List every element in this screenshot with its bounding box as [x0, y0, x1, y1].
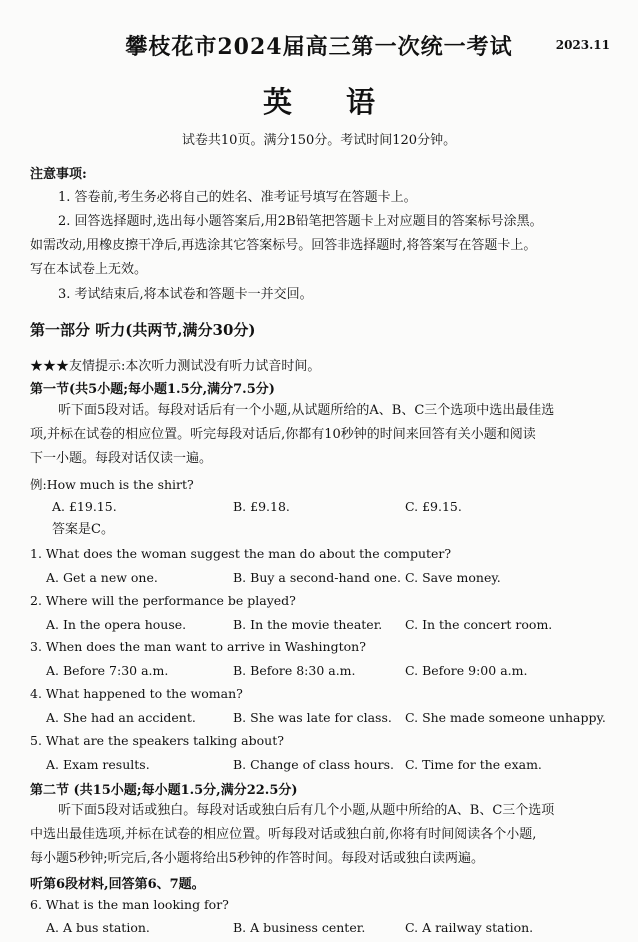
section2-instr-line-1: 听下面5段对话或独白。每段对话或独白后有几个小题,从题中所给的A、B、C三个选项 [58, 803, 555, 818]
part1-heading: 第一部分 听力(共两节,满分30分) [30, 321, 256, 339]
q3-option-b: B. Before 8:30 a.m. [233, 663, 356, 678]
example-answer: 答案是C。 [52, 522, 114, 537]
example-option-a: A. £19.15. [52, 499, 117, 514]
q4-option-c: C. She made someone unhappy. [405, 710, 606, 725]
notice-item-2-line-2: 如需改动,用橡皮擦干净后,再选涂其它答案标号。回答非选择题时,将答案写在答题卡上。 [30, 238, 537, 253]
q6-option-b: B. A business center. [233, 920, 366, 935]
subject-title: 英 语 [262, 85, 398, 119]
q5-option-a: A. Exam results. [46, 757, 150, 772]
q3-option-c: C. Before 9:00 a.m. [405, 663, 528, 678]
q2-option-a: A. In the opera house. [46, 617, 187, 632]
example-option-c: C. £9.15. [405, 499, 462, 514]
question-3: 3. When does the man want to arrive in Washington? [30, 639, 366, 654]
q4-option-b: B. She was late for class. [233, 710, 392, 725]
section1-instr-line-3: 下一小题。每段对话仅读一遍。 [30, 451, 213, 466]
exam-title: 攀枝花市2024届高三第一次统一考试 [125, 34, 513, 60]
q1-option-a: A. Get a new one. [46, 570, 158, 585]
example-question: 例:How much is the shirt? [30, 477, 194, 492]
question-4: 4. What happened to the woman? [30, 686, 243, 701]
notice-item-3: 3. 考试结束后,将本试卷和答题卡一并交回。 [58, 287, 313, 302]
q6-option-a: A. A bus station. [46, 920, 150, 935]
section2-heading: 第二节 (共15小题;每小题1.5分,满分22.5分) [30, 783, 298, 798]
q5-option-b: B. Change of class hours. [233, 757, 394, 772]
q1-option-b: B. Buy a second-hand one. [233, 570, 401, 585]
question-1: 1. What does the woman suggest the man do about the computer? [30, 546, 452, 561]
q6-option-c: C. A railway station. [405, 920, 534, 935]
section1-instr-line-2: 项,并标在试卷的相应位置。听完每段对话后,你都有10秒钟的时间来回答有关小题和阅读 [30, 427, 536, 442]
notice-item-2-line-1: 2. 回答选择题时,选出每小题答案后,用2B铅笔把答题卡上对应题目的答案标号涂黑。 [58, 214, 543, 229]
notice-item-1: 1. 答卷前,考生务必将自己的姓名、准考证号填写在答题卡上。 [58, 190, 417, 205]
q1-option-c: C. Save money. [405, 570, 501, 585]
q2-option-c: C. In the concert room. [405, 617, 553, 632]
section1-instr-line-1: 听下面5段对话。每段对话后有一个小题,从试题所给的A、B、C三个选项中选出最佳选 [58, 403, 555, 418]
exam-date: 2023.11 [555, 38, 610, 52]
q2-option-b: B. In the movie theater. [233, 617, 383, 632]
example-option-b: B. £9.18. [233, 499, 290, 514]
question-5: 5. What are the speakers talking about? [30, 733, 284, 748]
listening-tip: ★★★友情提示:本次听力测试没有听力试音时间。 [30, 359, 321, 374]
notice-item-2-line-3: 写在本试卷上无效。 [30, 262, 148, 277]
q3-option-a: A. Before 7:30 a.m. [46, 663, 169, 678]
exam-info: 试卷共10页。满分150分。考试时间120分钟。 [181, 133, 457, 148]
section1-heading: 第一节(共5小题;每小题1.5分,满分7.5分) [30, 382, 275, 397]
section2-instr-line-2: 中选出最佳选项,并标在试卷的相应位置。听每段对话或独白前,你将有时间阅读各个小题, [30, 827, 537, 842]
section2-instr-line-3: 每小题5秒钟;听完后,各小题将给出5秒钟的作答时间。每段对话或独白读两遍。 [30, 851, 485, 866]
q4-option-a: A. She had an accident. [46, 710, 196, 725]
q5-option-c: C. Time for the exam. [405, 757, 542, 772]
question-2: 2. Where will the performance be played? [30, 593, 296, 608]
notice-heading: 注意事项: [30, 167, 87, 182]
material-6-heading: 听第6段材料,回答第6、7题。 [30, 877, 205, 892]
question-6: 6. What is the man looking for? [30, 897, 229, 912]
